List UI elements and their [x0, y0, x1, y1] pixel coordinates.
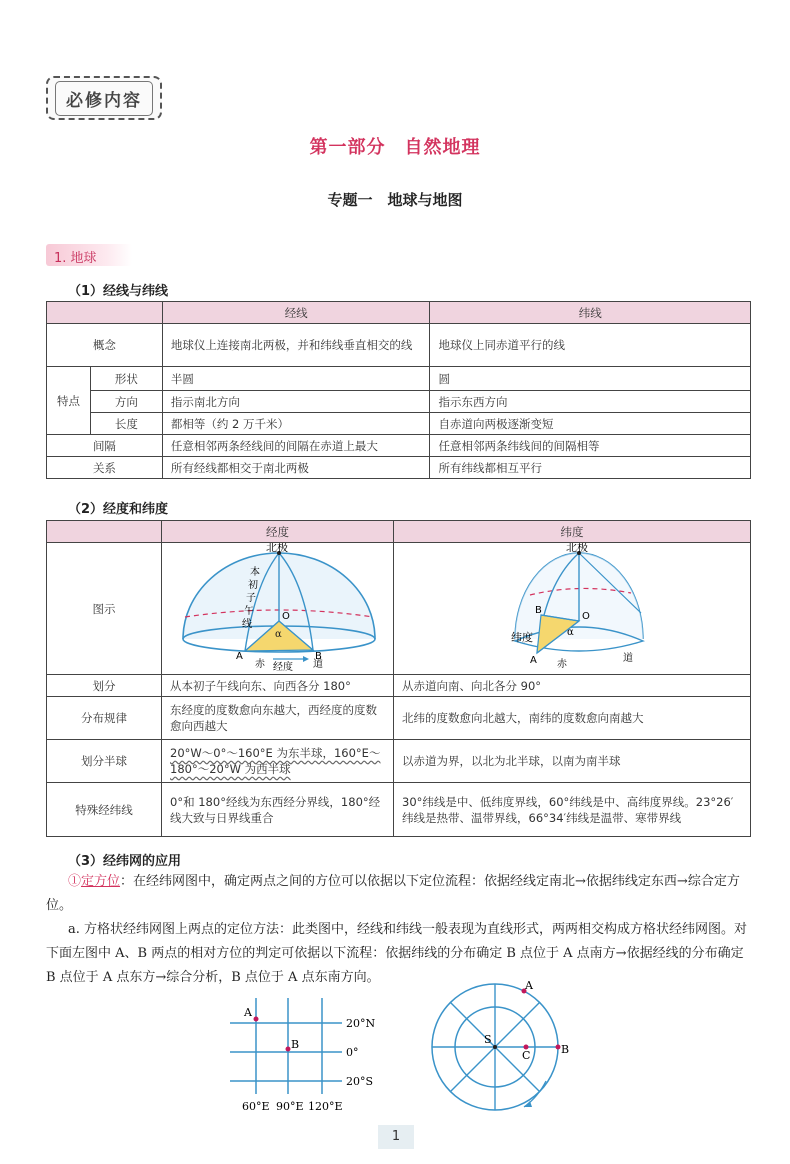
point-b-label: B — [561, 1043, 570, 1056]
cell: 东经度的度数愈向东越大，西经度的度数愈向西越大 — [162, 697, 394, 740]
header-parallel: 纬线 — [430, 302, 751, 324]
cell: 北纬的度数愈向北越大，南纬的度数愈向南越大 — [394, 697, 751, 740]
row-label: 划分 — [47, 675, 162, 697]
cell: 任意相邻两条经线间的间隔在赤道上最大 — [162, 435, 430, 457]
longitude-hemisphere-diagram — [163, 543, 393, 671]
lon-label: 90°E — [276, 1100, 304, 1113]
row-label: 特殊经纬线 — [47, 783, 162, 837]
table-row — [47, 413, 751, 435]
table-row — [47, 697, 751, 740]
header-latitude: 纬度 — [394, 521, 751, 543]
cell: 所有经线都相交于南北两极 — [162, 457, 430, 479]
meridian-char: 午 — [243, 606, 254, 617]
pole-s-label: S — [484, 1033, 492, 1046]
meridian-char: 线 — [241, 619, 252, 630]
equator-label-chi: 赤 — [556, 659, 567, 670]
row-sublabel: 方向 — [90, 391, 162, 413]
key-term: 定方位 — [81, 874, 121, 889]
row-sublabel: 形状 — [90, 367, 162, 391]
cell: 所有纬线都相互平行 — [430, 457, 751, 479]
cell: 从赤道向南、向北各分 90° — [394, 675, 751, 697]
lat-label: 20°S — [346, 1075, 374, 1088]
point-b-label: B — [534, 605, 542, 616]
cell: 从本初子午线向东、向西各分 180° — [162, 675, 394, 697]
point-a-label: A — [525, 979, 533, 992]
subsection-title-2: （2）经度和纬度 — [68, 502, 169, 517]
lat-label: 20°N — [346, 1017, 376, 1030]
table-row — [47, 324, 751, 367]
point-b-label: B — [291, 1038, 300, 1051]
paragraph-text: ：在经纬网图中，确定两点之间的方位可以依据以下定位流程：依据经线定南北→依据纬线定东西→综合定方位。 — [46, 874, 740, 913]
cell: 指示南北方向 — [162, 391, 430, 413]
row-label: 关系 — [47, 457, 163, 479]
row-label: 间隔 — [47, 435, 163, 457]
cell: 0°和 180°经线为东西经分界线，180°经线大致与日界线重合 — [162, 783, 394, 837]
equator-label-chi: 赤 — [254, 659, 265, 670]
cell: 都相等（约 2 万千米） — [162, 413, 430, 435]
badge-text: 必修内容 — [55, 81, 153, 116]
cell: 20°W～0°～160°E 为东半球，160°E～180°～20°W 为西半球 — [162, 740, 394, 783]
table-header-row — [47, 302, 751, 324]
row-sublabel: 长度 — [90, 413, 162, 435]
table-row — [47, 675, 751, 697]
point-a-label: A — [244, 1006, 252, 1019]
alpha-label: α — [274, 629, 282, 640]
row-label: 划分半球 — [47, 740, 162, 783]
table-row — [47, 783, 751, 837]
circled-number: ① — [68, 874, 82, 889]
point-b-label: B — [314, 651, 322, 662]
longitude-latitude-table — [46, 520, 751, 837]
cell: 圆 — [430, 367, 751, 391]
row-label: 图示 — [47, 543, 162, 675]
table-header-row — [47, 521, 751, 543]
paragraph-grid-method: a. 方格状经纬网图上两点的定位方法：此类图中，经线和纬线一般表现为直线形式，两两相交构成方格状经纬网图。对下面左图中 A、B 两点的相对方位的判定可依据以下流程：依据纬线的分布确定 B 点位于 A 点南方→依据经线的分布确定 B 点位于 A 点东方→综合分析，B 点位于 A 点东南方向。 — [46, 922, 748, 985]
topic-title: 专题一 地球与地图 — [327, 191, 463, 209]
header-longitude: 经度 — [162, 521, 394, 543]
cell: 任意相邻两条纬线间的间隔相等 — [430, 435, 751, 457]
cell: 自赤道向两极逐渐变短 — [430, 413, 751, 435]
latitude-label: 纬度 — [510, 631, 533, 644]
point-a-label: A — [235, 651, 243, 662]
latitude-diagram-cell — [394, 543, 751, 675]
meridian-parallel-table — [46, 301, 751, 479]
cell: 30°纬线是中、低纬度界线，60°纬线是中、高纬度界线。23°26′纬线是热带、温带界线，66°34′纬线是温带、寒带界线 — [394, 783, 751, 837]
row-label: 概念 — [47, 324, 163, 367]
table-row — [47, 543, 751, 675]
section-label: 1. 地球 — [46, 244, 132, 266]
required-content-badge — [46, 76, 162, 120]
subsection-title-1: （1）经线与纬线 — [68, 284, 169, 299]
north-pole-label: 北极 — [265, 543, 288, 554]
page-number: 1 — [378, 1125, 414, 1149]
lon-label: 120°E — [308, 1100, 343, 1113]
lon-label: 60°E — [242, 1100, 270, 1113]
part-title: 第一部分 自然地理 — [309, 137, 481, 158]
meridian-char: 本 — [249, 567, 260, 578]
cell: 地球仪上同赤道平行的线 — [430, 324, 751, 367]
longitude-label: 经度 — [272, 662, 293, 671]
cell: 地球仪上连接南北两极，并和纬线垂直相交的线 — [162, 324, 430, 367]
meridian-char: 子 — [245, 593, 256, 604]
alpha-label: α — [566, 627, 574, 638]
equator-label-dao: 道 — [312, 659, 323, 670]
center-o-label: O — [581, 611, 590, 622]
cell: 指示东西方向 — [430, 391, 751, 413]
cell: 半圆 — [162, 367, 430, 391]
cell: 以赤道为界，以北为北半球，以南为南半球 — [394, 740, 751, 783]
latitude-hemisphere-diagram — [395, 543, 750, 671]
table-row — [47, 740, 751, 783]
longitude-diagram-cell — [162, 543, 394, 675]
row-label: 特点 — [47, 367, 91, 435]
north-pole-label: 北极 — [565, 543, 588, 554]
table-row — [47, 435, 751, 457]
header-meridian: 经线 — [162, 302, 430, 324]
subsection-title-3: （3）经纬网的应用 — [68, 854, 182, 869]
center-o-label: O — [281, 611, 290, 622]
equator-label-dao: 道 — [622, 653, 633, 664]
table-row — [47, 457, 751, 479]
point-a-label: A — [529, 655, 537, 666]
table-row — [47, 367, 751, 391]
lat-label: 0° — [346, 1046, 359, 1059]
table-row — [47, 391, 751, 413]
polar-map-figure — [420, 975, 570, 1120]
point-c-label: C — [522, 1049, 531, 1062]
meridian-char: 初 — [247, 580, 258, 591]
grid-map-figure — [226, 996, 386, 1114]
paragraph-locate — [46, 870, 751, 918]
row-label: 分布规律 — [47, 697, 162, 740]
